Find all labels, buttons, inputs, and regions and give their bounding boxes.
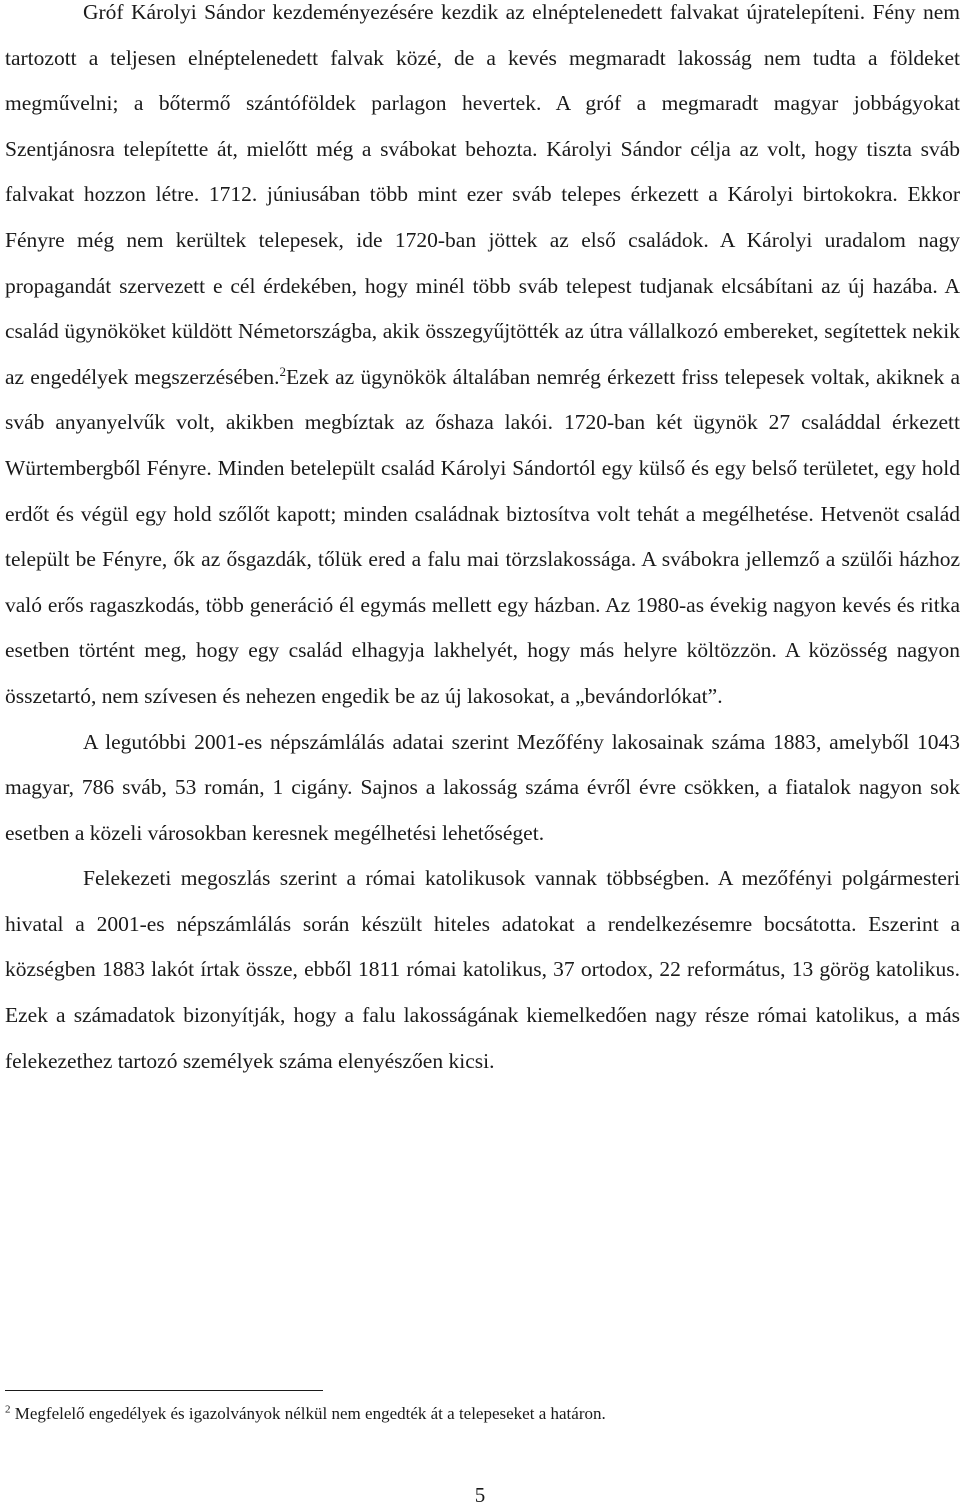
footnote-marker: 2 [5, 1403, 11, 1416]
page-number: 5 [474, 1483, 486, 1507]
body-paragraph: Felekezeti megoszlás szerint a római katolikusok vannak többségben. A mezőfényi polgármesteri hivatal a 2001-es népszámlálás során készült hiteles adatokat a rendelkezésemre bocsátotta. Eszerint a községben 1883 lakót írtak össze, ebből 1811 római katolikus, 37 ortodox, 22 református, 13 görög katolikus. Ezek a számadatok bizonyítják, hogy a falu lakosságának kiemelkedően nagy része római katolikus, a más felekezethez tartozó személyek száma elenyészően kicsi. [5, 866, 960, 1073]
footnote-reference[interactable]: 2 [279, 363, 286, 379]
document-page [5, 0, 960, 1084]
paragraph-text: Ezek az ügynökök általában nemrég érkezett friss telepesek voltak, akiknek a sváb anyanyelvűk volt, akikben megbíztak az őshaza lakói. 1720-ban két ügynök 27 családdal érkezett Würtembergből Fényre. Minden betelepült család Károlyi Sándortól egy külső és egy belső területet, egy hold erdőt és végül egy hold szőlőt kapott; minden családnak biztosítva volt tehát a megélhetése. Hetvenöt család települt be Fényre, ők az ősgazdák, tőlük ered a falu mai törzslakossága. A svábokra jellemző a szülői házhoz való erős ragaszkodás, több generáció él egymás mellett egy házban. Az 1980-as évekig nagyon kevés és ritka esetben történt meg, hogy egy család elhagyja lakhelyét, hogy más helyre költözzön. A közösség nagyon összetartó, nem szívesen és nehezen engedik be az új lakosokat, a „bevándorlókat”. [5, 364, 960, 708]
body-paragraph: A legutóbbi 2001-es népszámlálás adatai szerint Mezőfény lakosainak száma 1883, amelyből 1043 magyar, 786 sváb, 53 román, 1 cigány. Sajnos a lakosság száma évről évre csökken, a fiatalok nagyon sok esetben a közeli városokban keresnek megélhetési lehetőséget. [5, 729, 960, 845]
footnote [5, 1403, 955, 1425]
footnote-separator [5, 1390, 323, 1391]
body-paragraph [5, 0, 960, 720]
footnote-text: Megfelelő engedélyek és igazolványok nélkül nem engedték át a telepeseket a határon. [14, 1404, 606, 1423]
paragraph-text: Gróf Károlyi Sándor kezdeményezésére kezdik az elnéptelenedett falvakat újratelepíteni. Fény nem tartozott a teljesen elnéptelenedett falvak közé, de a kevés megmaradt lakosság nem tudta a földeket megművelni; a bőtermő szántóföldek parlagon hevertek. A gróf a megmaradt magyar jobbágyokat Szentjánosra telepítette át, mielőtt még a svábokat behozta. Károlyi Sándor célja az volt, hogy tiszta sváb falvakat hozzon létre. 1712. júniusában több mint ezer sváb telepes érkezett a Károlyi birtokokra. Ekkor Fényre még nem kerültek telepesek, ide 1720-ban jöttek az első családok. A Károlyi uradalom nagy propagandát szervezett e cél érdekében, hogy minél több sváb telepest tudjanak elcsábítani az új hazába. A család ügynököket küldött Németországba, akik összegyűjtötték az útra vállalkozó embereket, segítettek nekik az engedélyek megszerzésében. [5, 0, 960, 389]
